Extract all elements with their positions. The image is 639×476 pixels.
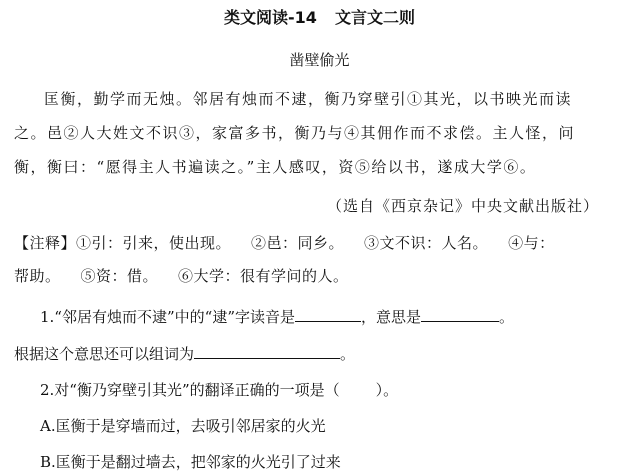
passage-heading: 凿壁偷光 xyxy=(289,51,350,69)
question-1-line-2-end: 。 xyxy=(340,345,356,363)
question-2-text: 2.对“衡乃穿壁引其光”的翻译正确的一项是（ xyxy=(40,381,340,399)
notes-label: 【注释】 xyxy=(14,234,77,252)
notes-line-1 xyxy=(14,233,555,253)
pronunciation-blank[interactable] xyxy=(295,306,361,322)
title-name: 文言文二则 xyxy=(334,8,415,27)
note-item: ⑤资：借。 xyxy=(80,267,159,285)
passage-line-1: 匡衡，勤学而无烛。邻居有烛而不逮，衡乃穿壁引①其光，以书映光而读 xyxy=(44,90,573,108)
question-1-text-end: 。 xyxy=(499,308,515,326)
note-item: ⑥大学：很有学问的人。 xyxy=(178,267,349,285)
notes-line-2 xyxy=(14,266,349,286)
question-1-text-mid: ，意思是 xyxy=(361,308,422,326)
title-series: 类文阅读-14 xyxy=(224,8,317,27)
worksheet-title xyxy=(0,8,639,28)
question-2-suffix: ）。 xyxy=(375,381,399,399)
note-item: ①引：引来，使出现。 xyxy=(76,234,232,252)
question-1-line-2-text: 根据这个意思还可以组词为 xyxy=(14,345,195,363)
question-1-text: 1.“邻居有烛而不逮”中的“逮”字读音是 xyxy=(40,308,295,326)
note-item: ②邑：同乡。 xyxy=(251,234,345,252)
meaning-blank[interactable] xyxy=(421,306,499,322)
note-item: 帮助。 xyxy=(14,267,61,285)
word-formation-blank[interactable] xyxy=(194,343,340,359)
passage-source: （选自《西京杂记》中央文献出版社） xyxy=(326,197,599,215)
question-1-line-2 xyxy=(14,343,355,364)
question-2 xyxy=(40,380,398,400)
note-item: ④与： xyxy=(508,234,555,252)
option-a: A.匡衡于是穿墙而过，去吸引邻居家的火光 xyxy=(40,417,326,435)
question-1-line-1 xyxy=(40,306,514,327)
option-b: B.匡衡于是翻过墙去，把邻家的火光引了过来 xyxy=(40,453,341,471)
note-item: ③文不识：人名。 xyxy=(364,234,489,252)
passage-line-2: 之。邑②人大姓文不识③，家富多书，衡乃与④其佣作而不求偿。主人怪，问 xyxy=(14,124,576,142)
passage-line-3: 衡，衡曰：“愿得主人书遍读之。”主人感叹，资⑤给以书，遂成大学⑥。 xyxy=(14,158,537,176)
